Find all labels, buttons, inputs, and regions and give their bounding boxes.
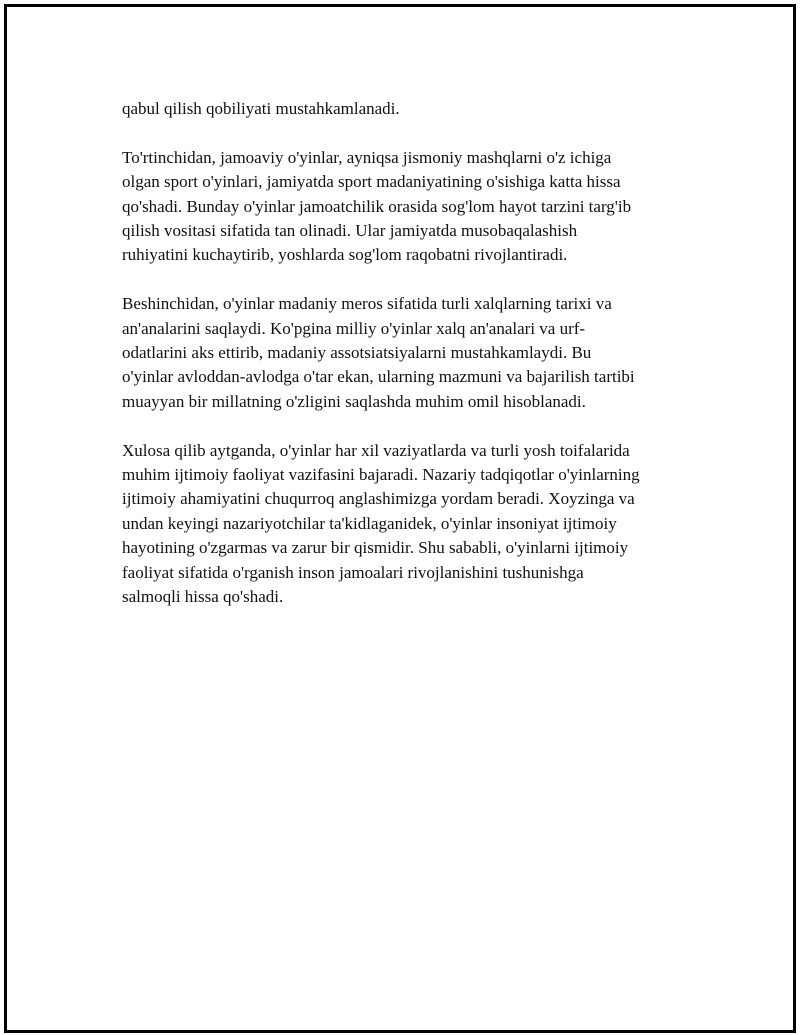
text-line: Beshinchidan, o'yinlar madaniy meros sifatida turli xalqlarning tarixi va — [122, 294, 612, 314]
document-body — [122, 97, 692, 634]
text-line: muayyan bir millatning o'zligini saqlashda muhim omil hisoblanadi. — [122, 391, 586, 411]
text-line: hayotining o'zgarmas va zarur bir qismidir. Shu sababli, o'yinlarni ijtimoiy — [122, 538, 629, 558]
paragraph-3 — [122, 292, 692, 414]
text-line: ijtimoiy ahamiyatini chuqurroq anglashimizga yordam beradi. Xoyzinga va — [122, 489, 635, 509]
text-line: qo'shadi. Bunday o'yinlar jamoatchilik orasida sog'lom hayot tarzini targ'ib — [122, 196, 632, 216]
paragraph-1 — [122, 97, 692, 121]
text-line: Xulosa qilib aytganda, o'yinlar har xil vaziyatlarda va turli yosh toifalarida — [122, 440, 630, 460]
page-frame — [4, 4, 796, 1033]
text-line: o'yinlar avloddan-avlodga o'tar ekan, ularning mazmuni va bajarilish tartibi — [122, 367, 635, 387]
paragraph-4 — [122, 439, 692, 610]
text-line: ruhiyatini kuchaytirib, yoshlarda sog'lom raqobatni rivojlantiradi. — [122, 245, 568, 265]
text-line: qabul qilish qobiliyati mustahkamlanadi. — [122, 99, 400, 118]
text-line: salmoqli hissa qo'shadi. — [122, 587, 284, 607]
text-line: To'rtinchidan, jamoaviy o'yinlar, ayniqsa jismoniy mashqlarni o'z ichiga — [122, 147, 612, 167]
text-line: muhim ijtimoiy faoliyat vazifasini bajaradi. Nazariy tadqiqotlar o'yinlarning — [122, 465, 640, 485]
text-line: qilish vositasi sifatida tan olinadi. Ular jamiyatda musobaqalashish — [122, 221, 578, 241]
paragraph-2 — [122, 146, 692, 268]
text-line: an'analarini saqlaydi. Ko'pgina milliy o'yinlar xalq an'analari va urf- — [122, 318, 586, 338]
text-line: olgan sport o'yinlari, jamiyatda sport madaniyatining o'sishiga katta hissa — [122, 172, 621, 192]
text-line: odatlarini aks ettirib, madaniy assotsiatsiyalarni mustahkamlaydi. Bu — [122, 343, 592, 363]
text-line: undan keyingi nazariyotchilar ta'kidlaganidek, o'yinlar insoniyat ijtimoiy — [122, 513, 617, 533]
text-line: faoliyat sifatida o'rganish inson jamoalari rivojlanishini tushunishga — [122, 562, 584, 582]
